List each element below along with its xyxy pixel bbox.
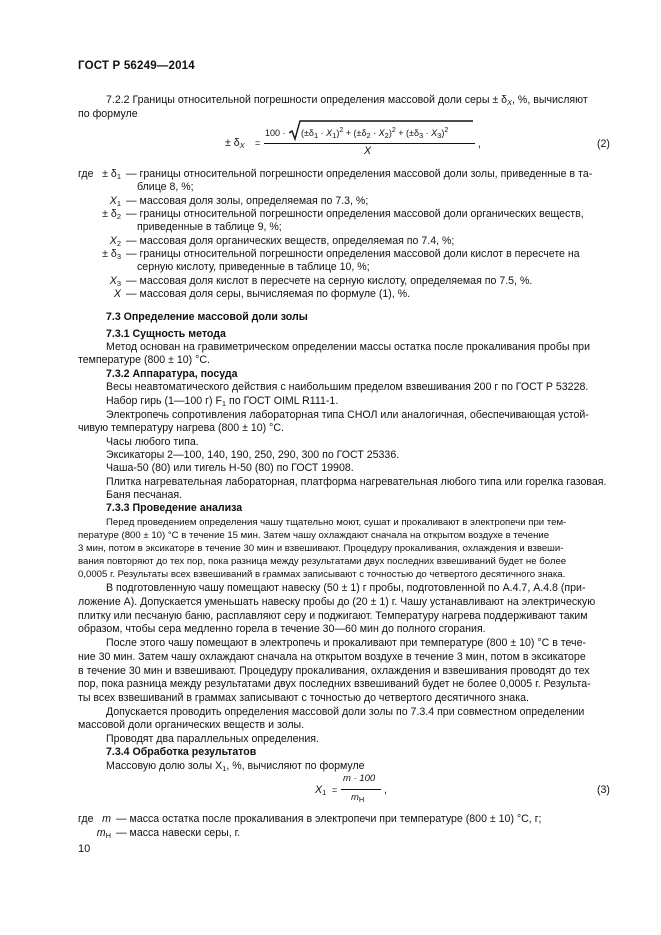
analysis-para-1-line-5: 0,0005 г. Результаты всех взвешиваний в граммах записывают с точностью до четвертого десятичного знака. [78,569,566,580]
formula-3-fraction-bar [341,789,381,790]
analysis-para-4-line-2: массовой доли органических веществ и золы. [78,719,305,731]
section-7-3-4-line-1: Массовую долю золы $X_1$, %, вычисляют по формуле [106,760,365,773]
def-text-x-2: — массовая доля органических веществ, определяемая по 7.4, %; [126,235,455,247]
def-symbol-x-3: $X_3$ [109,275,121,288]
equipment-furnace-line-1: Электропечь сопротивления лабораторная типа СНОЛ или аналогичная, обеспечивающая устой- [106,409,589,421]
def-symbol-m-n: $m_Н$ [96,827,111,840]
section-7-3-1-title: 7.3.1 Сущность метода [106,328,226,340]
section-7-3-4-title: 7.3.4 Обработка результатов [106,746,257,758]
where-label-2: где [78,813,94,825]
def-symbol-x: X [113,288,121,300]
analysis-para-4-line-1: Допускается проводить определения массовой доли золы по 7.3.4 при совместном определении [106,706,585,718]
def-text-delta-3-line-2: серную кислоту, приведенные в таблице 10, %; [137,261,370,273]
analysis-para-1-line-2: пературе (800 ± 10) °С в течение 15 мин. Затем чашу охлаждают сначала на открытом воздухе в течение [78,530,550,541]
page-number: 10 [78,843,91,855]
analysis-para-3-line-5: ты всех взвешиваний в граммах записывают с точностью до четвертого десятичного знака. [78,692,529,704]
def-text-m-n: — масса навески серы, г. [116,827,241,839]
paragraph-7-2-2-line-1: 7.2.2 Границы относительной погрешности определения массовой доли серы ± $\delta_X$, %, вычисляют [106,94,588,107]
equipment-sand-bath: Баня песчаная. [106,489,183,501]
formula-3-equals: = [332,785,338,795]
formula-2-comma: , [478,138,481,150]
equipment-scales: Весы неавтоматического действия с наибольшим пределом взвешивания 200 г по ГОСТ Р 53228. [106,381,589,393]
def-symbol-x-2: $X_2$ [109,235,121,248]
equipment-furnace-line-2: чивую температуру нагрева (800 ± 10) °С. [78,422,284,434]
def-text-delta-1-line-2: блице 8, %; [137,181,194,193]
formula-3-number: (3) [597,784,610,796]
formula-3-denominator: $m_Н$ [351,792,365,804]
paragraph-7-2-2-line-2: по формуле [78,108,138,120]
section-7-3-title: 7.3 Определение массовой доли золы [106,311,308,323]
formula-2-lhs: ± $\delta_X$ [225,137,245,150]
section-7-3-2-title: 7.3.2 Аппаратура, посуда [106,368,238,380]
analysis-para-2-line-4: образом, чтобы сера медленно горела в течение 30—60 мин до полного сгорания. [78,623,486,635]
analysis-para-1-line-3: 3 мин, потом в эксикаторе в течение 30 мин и взвешивают. Процедуру прокаливания, охлаждения и взвеши- [78,543,564,554]
analysis-para-3-line-4: пор, пока разница между результатами двух последних взвешиваний будет не более 0,0005 г. Результа- [78,678,591,690]
formula-2-equals: = [255,138,261,148]
formula-2-coefficient: 100 · [265,128,286,138]
formula-3-lhs: $X_1$ [315,784,327,797]
def-text-delta-2-line-2: приведенные в таблице 9, %; [137,221,282,233]
def-symbol-delta-3: ± $\delta_3$ [102,248,121,261]
equipment-hotplate: Плитка нагревательная лабораторная, платформа нагревательная любого типа или горелка газовая. [106,476,607,488]
analysis-para-2-line-2: ложение А). Допускается уменьшать навеску пробы до (20 ± 1) г. Чашу устанавливают на электрическую [78,596,596,608]
def-text-x: — массовая доля серы, вычисляемая по формуле (1), %. [126,288,411,300]
formula-2-radicand: $(\pm\delta_1 \cdot X_1)^2 + (\pm\delta_2 \cdot X_2)^2 + (\pm\delta_3 \cdot X_3)^2$ [301,127,449,140]
analysis-para-5: Проводят два параллельных определения. [106,733,319,745]
section-7-3-1-line-1: Метод основан на гравиметрическом определении массы остатка после прокаливания пробы при [106,341,590,353]
formula-2-denominator: X [364,145,372,157]
def-symbol-delta-1: ± $\delta_1$ [102,168,121,181]
formula-2-number: (2) [597,138,610,150]
formula-3-numerator: m · 100 [343,773,376,784]
equipment-desiccators: Эксикаторы 2—100, 140, 190, 250, 290, 300 по ГОСТ 25336. [106,449,400,461]
equipment-weights: Набор гирь (1—100 г) $F_1$ по ГОСТ OIML R111-1. [106,395,339,408]
def-symbol-m: m [102,813,111,825]
analysis-para-3-line-2: ние 30 мин. Затем чашу охлаждают сначала на открытом воздухе в течение 3 мин, потом в эксикаторе [78,651,586,663]
def-text-x-3: — массовая доля кислот в пересчете на серную кислоту, определяемая по 7.5, %. [126,275,533,287]
analysis-para-2-line-3: плитку или песчаную баню, расплавляют серу и поджигают. Температуру нагрева поддерживают таким [78,610,588,622]
analysis-para-1-line-1: Перед проведением определения чашу тщательно моют, сушат и прокаливают в электропечи при тем- [106,517,567,528]
document-header: ГОСТ Р 56249—2014 [78,60,195,72]
formula-2-fraction-bar [264,143,475,144]
analysis-para-1-line-4: вания повторяют до тех пор, пока разница между результатами двух последних взвешиваний будет не более [78,556,567,567]
def-text-delta-3-line-1: — границы относительной погрешности определения массовой доли кислот в пересчете на [126,248,580,260]
equipment-crucible: Чаша-50 (80) или тигель Н-50 (80) по ГОСТ 19908. [106,462,354,474]
analysis-para-2-line-1: В подготовленную чашу помещают навеску (50 ± 1) г пробы, подготовленной по А.4.7, А.4.8 (при- [106,582,586,594]
section-7-3-3-title: 7.3.3 Проведение анализа [106,502,243,514]
formula-3-comma: , [384,784,387,796]
def-text-m: — масса остатка после прокаливания в электропечи при температуре (800 ± 10) °С, г; [116,813,542,825]
section-7-3-1-line-2: температуре (800 ± 10) °С. [78,354,210,366]
where-label: где [78,168,94,180]
def-text-delta-2-line-1: — границы относительной погрешности определения массовой доли органических веществ, [126,208,584,220]
analysis-para-3-line-3: в течение 30 мин и взвешивают. Процедуру прокаливания, охлаждения и взвешивания проводят до тех [78,665,590,677]
def-symbol-delta-2: ± $\delta_2$ [102,208,121,221]
equipment-clock: Часы любого типа. [106,436,199,448]
def-text-delta-1-line-1: — границы относительной погрешности определения массовой доли золы, приведенные в та- [126,168,593,180]
def-text-x-1: — массовая доля золы, определяемая по 7.3, %; [126,195,369,207]
analysis-para-3-line-1: После этого чашу помещают в электропечь и прокаливают при температуре (800 ± 10) °С в тече- [106,637,586,649]
def-symbol-x-1: $X_1$ [109,195,121,208]
